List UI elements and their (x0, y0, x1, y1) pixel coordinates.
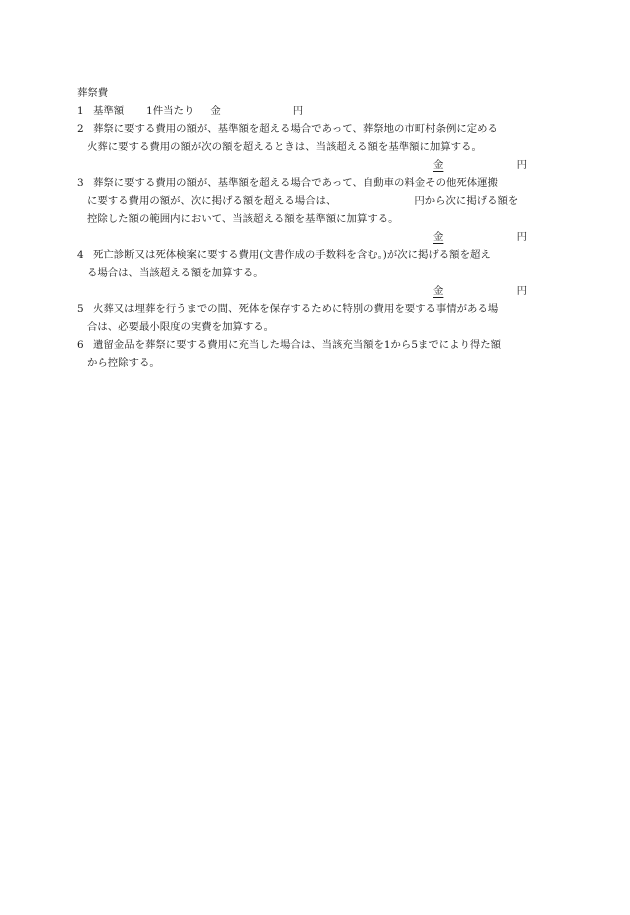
item-3-cont2: 控除した額の範囲内において、当該超える額を基準額に加算する。 (87, 213, 399, 225)
amount-yen: 円 (516, 159, 527, 171)
amount-yen: 円 (516, 285, 527, 297)
item-6-line1: 遺留金品を葬祭に要する費用に充当した場合は、当該充当額を1から5までにより得た額 (93, 339, 502, 351)
item-5-cont: 合は、必要最小限度の実費を加算する。 (87, 321, 275, 333)
amount-yen: 円 (516, 231, 527, 243)
amount-kin: 金 (433, 159, 444, 171)
item-6-cont: から控除する。 (87, 357, 160, 369)
item-1-label: 基準額 (93, 105, 125, 117)
item-number: 4 (77, 249, 84, 261)
item-1 (77, 102, 553, 120)
item-number: 5 (77, 303, 84, 315)
item-3-line2b: 円から次に掲げる額を (414, 195, 519, 207)
amount-blank (433, 228, 527, 246)
item-3 (77, 174, 553, 192)
amount-kin: 金 (433, 231, 444, 243)
item-2-cont: 火葬に要する費用の額が次の額を超えるときは、当該超える額を基準額に加算する。 (87, 141, 482, 153)
item-3-amount (77, 228, 553, 246)
item-number: 3 (77, 177, 84, 189)
item-5 (77, 300, 553, 318)
doc-title: 葬祭費 (77, 87, 109, 99)
item-2-amount (77, 156, 553, 174)
item-1-kin: 金 (210, 105, 221, 117)
item-4-amount (77, 282, 553, 300)
item-6 (77, 336, 553, 354)
item-5-line1: 火葬又は埋葬を行うまでの間、死体を保存するために特別の費用を要する事情がある場 (93, 303, 499, 315)
item-2 (77, 120, 553, 138)
item-2-line1: 葬祭に要する費用の額が、基準額を超える場合であって、葬祭地の市町村条例に定める (93, 123, 498, 135)
item-number: 1 (77, 105, 84, 117)
item-4 (77, 246, 553, 264)
item-4-cont: る場合は、当該超える額を加算する。 (87, 267, 264, 279)
item-number: 6 (77, 339, 84, 351)
item-number: 2 (77, 123, 84, 135)
item-1-per-case: 1件当たり (146, 105, 195, 117)
amount-kin: 金 (433, 285, 444, 297)
item-4-line1: 死亡診断又は死体検案に要する費用(文書作成の手数料を含む。)が次に掲げる額を超え (93, 249, 491, 261)
item-3-line1: 葬祭に要する費用の額が、基準額を超える場合であって、自動車の料金その他死体運搬 (93, 177, 498, 189)
item-1-yen: 円 (292, 105, 304, 117)
item-3-cont (77, 192, 553, 210)
item-3-line2a: に要する費用の額が、次に掲げる額を超える場合は、 (87, 195, 337, 207)
amount-blank (433, 282, 527, 300)
amount-blank (433, 156, 527, 174)
document-body (77, 84, 553, 372)
